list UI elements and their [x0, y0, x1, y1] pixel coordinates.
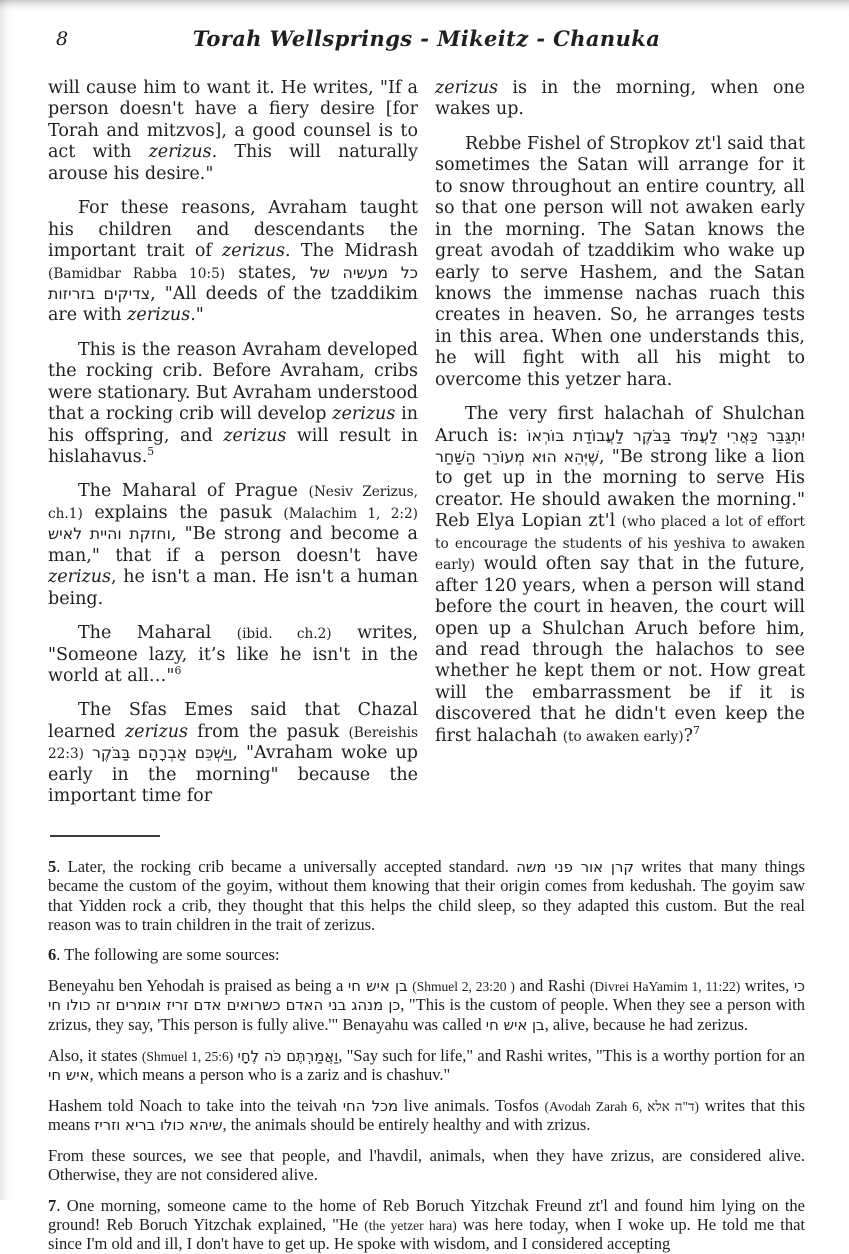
text-run: zerizus — [222, 241, 286, 262]
right-column — [435, 78, 805, 821]
body-columns — [48, 78, 805, 821]
hebrew-text: בן איש חי — [347, 976, 408, 995]
text-run: , the animals should be entirely healthy and with zrizus. — [222, 1115, 591, 1135]
text-run: will cause him to want it. He writes, "If a person doesn't have a fiery desire [for Torah and mitzvos], a good counsel is to act with — [48, 78, 418, 163]
text-run: and Rashi — [514, 975, 590, 995]
text-run: is in the morning, when one wakes up. — [435, 78, 805, 120]
paragraph — [48, 700, 418, 807]
text-run: zerizus — [435, 78, 499, 98]
text-run: explains the pasuk — [82, 502, 284, 523]
hebrew-text: כל מעשיה של צדיקים בזריזות — [48, 262, 418, 303]
text-run: 5 — [48, 856, 57, 876]
paragraph — [48, 78, 418, 185]
paragraph — [435, 404, 805, 747]
text-run: Beneyahu ben Yehodah is praised as being a — [48, 975, 348, 995]
text-run: writes that many things became the custom of the goyim, without them knowing that their origin comes from kedushah. The goyim saw that Yidden rock a crib, they thought that this helps the child sleep, so they adapted this custom. But the real reason was to train children in the trait of zerizus. — [48, 856, 805, 935]
text-run: writes, — [740, 975, 794, 995]
text-run: . This will naturally arouse his desire." — [48, 142, 418, 184]
paragraph — [435, 134, 805, 391]
paragraph — [435, 78, 805, 121]
text-run: , "This is the custom of people. When they see a person with zrizus, they say, 'This person is fully alive.'" Benayahu was called — [48, 995, 805, 1034]
text-run: , he isn't a man. He isn't a human being. — [48, 567, 418, 609]
citation-text: (Shmuel 2, 23:20 ) — [412, 978, 515, 994]
text-run: 6 — [48, 945, 57, 965]
text-run: zerizus — [223, 425, 287, 446]
text-run: . One morning, someone came to the home of Reb Boruch Yitzchak Freund zt'l and found him lying on the ground! Reb Boruch Yitzchak explained, "He — [48, 1195, 805, 1234]
hebrew-text: וַאֲמַרְתֶּם כֹּה לֶחָי — [237, 1046, 339, 1065]
text-run: was here today, when I woke up. He told me that since I'm old and ill, I don't have to get up. He spoke with wisdom, and I considered accepting — [48, 1214, 805, 1254]
paragraph — [48, 1146, 805, 1185]
citation-text: (Nesiv Zerizus, ch.1) — [48, 484, 418, 522]
citation-text: (who placed a lot of effort to encourage the students of his yeshiva to awaken early) — [435, 514, 805, 574]
paragraph — [48, 857, 805, 935]
hebrew-text: יִתְגַּבֵּר כַּאֲרִי לַעֲמֹד בַּבֹּקֶר לַעֲבוֹדַת בּוֹרְאוֹ שֶׁיְּהֵא הוּא מְעוֹרֵר הַשַּׁחַר — [435, 425, 805, 466]
text-run: ." — [190, 305, 204, 326]
citation-text: (ibid. ch.2) — [236, 626, 332, 643]
text-run: will result in hislahavus. — [48, 425, 418, 467]
text-run: The Maharal of Prague — [78, 481, 309, 502]
paragraph — [48, 976, 805, 1035]
page-header — [48, 26, 805, 56]
citation-text: (Divrei HaYamim 1, 11:22) — [589, 978, 741, 994]
text-run: in his offspring, and — [48, 404, 418, 446]
text-run: , "All deeds of the tzaddikim are with — [48, 283, 418, 326]
text-run: zerizus — [48, 567, 112, 588]
citation-text: (Shmuel 1, 25:6) — [141, 1048, 234, 1064]
text-run: writes that this means — [48, 1095, 806, 1135]
text-run: ? — [683, 725, 693, 746]
footnote-reference: 6 — [174, 664, 182, 678]
hebrew-text: וחזקת והיית לאיש — [48, 524, 171, 544]
text-run: , "Be strong like a lion to get up in the morning to serve His creator. He should awaken the morning." Reb Elya Lopian zt'l — [435, 447, 805, 532]
text-run: states, — [225, 262, 310, 283]
paragraph — [48, 198, 418, 327]
text-run: would often say that in the future, after 120 years, when a person will stand before the court in heaven, the court will open up a Shulchan Aruch before him, and read through the halachos to see whether he kept them or not. How great will the embarrassment be if it is discovered that he didn't even keep the first halachah — [435, 554, 805, 746]
paragraph — [48, 623, 418, 687]
hebrew-text: מכל החי — [342, 1096, 399, 1115]
footnote-separator — [50, 835, 160, 837]
page-title: Torah Wellsprings - Mikeitz - Chanuka — [192, 26, 661, 51]
footnotes-section — [48, 857, 805, 1254]
hebrew-text: בן איש חי — [485, 1015, 545, 1034]
text-run: From these sources, we see that people, and l'havdil, animals, when they have zrizus, are considered alive. Otherwise, they are not considered alive. — [48, 1145, 805, 1185]
text-run: from the pasuk — [187, 721, 349, 742]
text-run: Hashem told Noach to take into the teivah — [48, 1095, 343, 1115]
hebrew-text: שיהא כולו בריא וזריז — [94, 1116, 223, 1135]
text-run: . The Midrash — [285, 241, 418, 262]
paragraph — [48, 1046, 805, 1085]
hebrew-text: קרן אור פני משה — [516, 857, 634, 876]
hebrew-text: כי כן מנהג בני האדם כשרואים אדם זריז אומרים זה כולו חי — [48, 976, 805, 1015]
citation-text: (to awaken early) — [562, 728, 684, 745]
paragraph — [48, 481, 418, 610]
text-run: The Maharal — [78, 623, 237, 644]
text-run: For these reasons, Avraham taught his children and descendants the important trait of — [48, 198, 418, 262]
text-run — [84, 743, 92, 763]
text-run: zerizus — [148, 142, 212, 163]
text-run: The very first halachah of Shulchan Aruch is: — [435, 404, 805, 446]
page-number: 8 — [56, 28, 69, 50]
paragraph — [48, 945, 805, 964]
hebrew-text: איש חי — [48, 1066, 90, 1085]
text-run: . Later, the rocking crib became a universally accepted standard. — [56, 856, 517, 876]
citation-text: (Avodah Zarah 6, ד"ה אלא) — [544, 1098, 700, 1114]
citation-text: (Bamidbar Rabba 10:5) — [48, 265, 226, 282]
citation-text: (Malachim 1, 2:2) — [283, 505, 418, 522]
text-run: zerizus — [124, 721, 188, 742]
footnote-reference: 7 — [692, 723, 700, 737]
left-column — [48, 78, 418, 821]
citation-text: (Bereishis 22:3) — [48, 724, 418, 763]
hebrew-text: וַיַּשְׁכֵּם אַבְרָהָם בַּבֹּקֶר — [92, 743, 233, 763]
text-run: Also, it states — [48, 1045, 142, 1065]
text-run: writes, "Someone lazy, it’s like he isn't in the world at all…" — [48, 623, 418, 686]
text-run: , "Avraham woke up early in the morning" because the important time for — [48, 743, 418, 807]
footnote-reference: 5 — [147, 445, 155, 459]
text-run: , "Say such for life," and Rashi writes, "This is a worthy portion for an — [338, 1045, 805, 1065]
paragraph — [48, 1096, 805, 1135]
text-run: This is the reason Avraham developed the rocking crib. Before Avraham, cribs were stationary. But Avraham understood that a rocking crib will develop — [48, 339, 418, 425]
text-run: live animals. Tosfos — [398, 1095, 545, 1115]
text-run: The Sfas Emes said that Chazal learned — [48, 700, 418, 742]
text-run: Rebbe Fishel of Stropkov zt'l said that sometimes the Satan will arrange for it to snow throughout an entire country, all so that one person will not awaken early in the morning. The Satan knows the great avodah of tzaddikim who wake up early to serve Hashem, and the Satan knows the immense nachas ruach this creates in heaven. So, he arranges tests in this area. When one understands this, he will fight with all his might to overcome this yetzer hara. — [435, 133, 805, 390]
text-run: zerizus — [127, 305, 191, 326]
citation-text: (the yetzer hara) — [364, 1217, 457, 1233]
text-run: , which means a person who is a zariz and is chashuv." — [89, 1065, 451, 1085]
text-run: . The following are some sources: — [56, 945, 280, 965]
paragraph — [48, 1196, 805, 1254]
text-run: zerizus — [332, 404, 396, 425]
text-run: , alive, because he had zerizus. — [544, 1014, 748, 1034]
text-run: , "Be strong and become a man," that if a person doesn't have — [48, 524, 418, 566]
paragraph — [48, 340, 418, 469]
text-run: 7 — [48, 1195, 57, 1215]
